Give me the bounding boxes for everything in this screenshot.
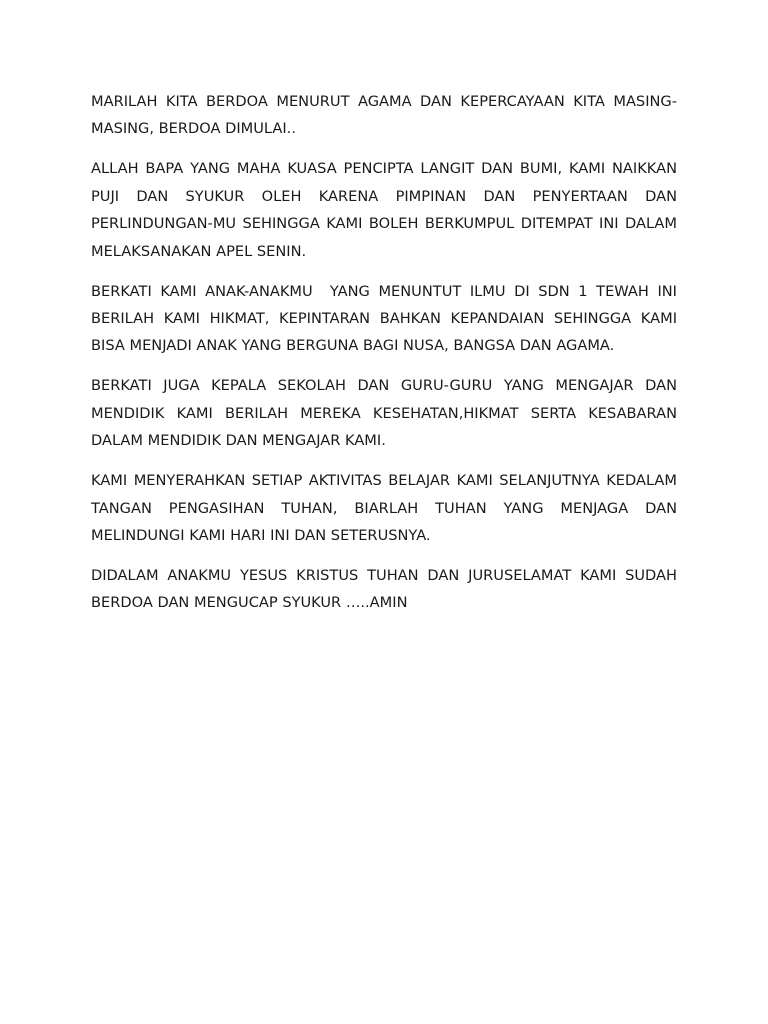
paragraph-students-blessing: BERKATI KAMI ANAK-ANAKMU YANG MENUNTUT ILMU DI SDN 1 TEWAH INI BERILAH KAMI HIKMAT, KEPINTARAN BAHKAN KEPANDAIAN SEHINGGA KAMI BISA MENJADI ANAK YANG BERGUNA BAGI NUSA, BANGSA DAN AGAMA. [91, 282, 682, 355]
paragraph-closing: DIDALAM ANAKMU YESUS KRISTUS TUHAN DAN JURUSELAMAT KAMI SUDAH BERDOA DAN MENGUCAP SYUKUR …..AMIN [91, 567, 682, 612]
paragraph-thanksgiving: ALLAH BAPA YANG MAHA KUASA PENCIPTA LANGIT DAN BUMI, KAMI NAIKKAN PUJI DAN SYUKUR OLEH KARENA PIMPINAN DAN PENYERTAAN DAN PERLINDUNGAN-MU SEHINGGA KAMI BOLEH BERKUMPUL DITEMPAT INI DALAM MELAKSANAKAN APEL SENIN. [91, 160, 682, 260]
paragraph-surrender: KAMI MENYERAHKAN SETIAP AKTIVITAS BELAJAR KAMI SELANJUTNYA KEDALAM TANGAN PENGASIHAN TUHAN, BIARLAH TUHAN YANG MENJAGA DAN MELINDUNGI KAMI HARI INI DAN SETERUSNYA. [91, 472, 682, 545]
paragraph-opening: MARILAH KITA BERDOA MENURUT AGAMA DAN KEPERCAYAAN KITA MASING-MASING, BERDOA DIMULAI.. [91, 93, 677, 138]
prayer-text-body [91, 88, 682, 629]
paragraph-teachers-blessing: BERKATI JUGA KEPALA SEKOLAH DAN GURU-GURU YANG MENGAJAR DAN MENDIDIK KAMI BERILAH MEREKA KESEHATAN,HIKMAT SERTA KESABARAN DALAM MENDIDIK DAN MENGAJAR KAMI. [91, 377, 682, 450]
